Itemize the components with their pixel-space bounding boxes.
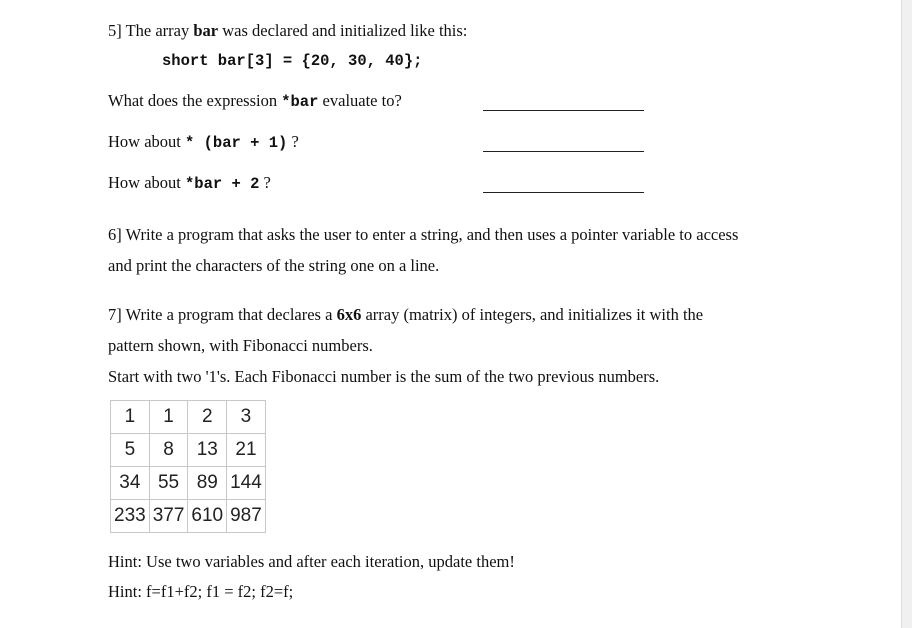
q5-question-1 — [108, 91, 402, 112]
answer-blank-3 — [483, 192, 644, 193]
q5-q3-suffix: ? — [263, 173, 271, 192]
q5-intro-after: was declared and initialized like this: — [222, 21, 468, 40]
table-cell: 5 — [111, 434, 150, 467]
q7-line-1 — [108, 305, 703, 325]
table-cell: 987 — [227, 500, 266, 533]
q5-question-2 — [108, 132, 299, 153]
table-cell: 2 — [188, 401, 227, 434]
q7-line-3: Start with two '1's. Each Fibonacci number is the sum of the two previous numbers. — [108, 367, 660, 386]
q5-q3-prefix: How about — [108, 173, 181, 192]
q6-line-1: 6] Write a program that asks the user to enter a string, and then uses a pointer variable to access — [108, 225, 739, 244]
table-cell: 144 — [227, 467, 266, 500]
table-row — [111, 401, 266, 434]
q5-number: 5] — [108, 21, 122, 40]
q5-q2-prefix: How about — [108, 132, 181, 151]
table-cell: 8 — [149, 434, 188, 467]
table-cell: 89 — [188, 467, 227, 500]
hint-2: Hint: f=f1+f2; f1 = f2; f2=f; — [108, 582, 294, 601]
q5-q1-suffix: evaluate to? — [322, 91, 402, 110]
q5-q1-code: *bar — [281, 93, 319, 111]
fibonacci-table — [110, 400, 266, 533]
q7-line-2: pattern shown, with Fibonacci numbers. — [108, 336, 373, 355]
q5-question-3 — [108, 173, 271, 194]
q5-intro-before: The array — [125, 21, 190, 40]
table-cell: 55 — [149, 467, 188, 500]
q5-q3-code: *bar + 2 — [185, 175, 260, 193]
q5-q2-suffix: ? — [291, 132, 299, 151]
q5-intro-var: bar — [193, 21, 219, 40]
hint-1: Hint: Use two variables and after each iteration, update them! — [108, 552, 515, 571]
table-cell: 3 — [227, 401, 266, 434]
page-edge — [901, 0, 912, 628]
q6-line-2: and print the characters of the string one on a line. — [108, 256, 440, 275]
table-row — [111, 434, 266, 467]
table-row — [111, 500, 266, 533]
table-cell: 21 — [227, 434, 266, 467]
answer-blank-2 — [483, 151, 644, 152]
q5-intro — [108, 21, 467, 41]
q7-matrix-size: 6x6 — [336, 305, 362, 324]
table-cell: 1 — [149, 401, 188, 434]
q5-q2-code: * (bar + 1) — [185, 134, 288, 152]
table-row — [111, 467, 266, 500]
q7-line1-after: array (matrix) of integers, and initializes it with the — [365, 305, 704, 324]
table-cell: 1 — [111, 401, 150, 434]
table-cell: 13 — [188, 434, 227, 467]
table-cell: 34 — [111, 467, 150, 500]
table-cell: 233 — [111, 500, 150, 533]
table-cell: 610 — [188, 500, 227, 533]
q5-q1-prefix: What does the expression — [108, 91, 278, 110]
q5-code: short bar[3] = {20, 30, 40}; — [162, 52, 423, 70]
answer-blank-1 — [483, 110, 644, 111]
table-cell: 377 — [149, 500, 188, 533]
q7-line1-before: 7] Write a program that declares a — [108, 305, 333, 324]
